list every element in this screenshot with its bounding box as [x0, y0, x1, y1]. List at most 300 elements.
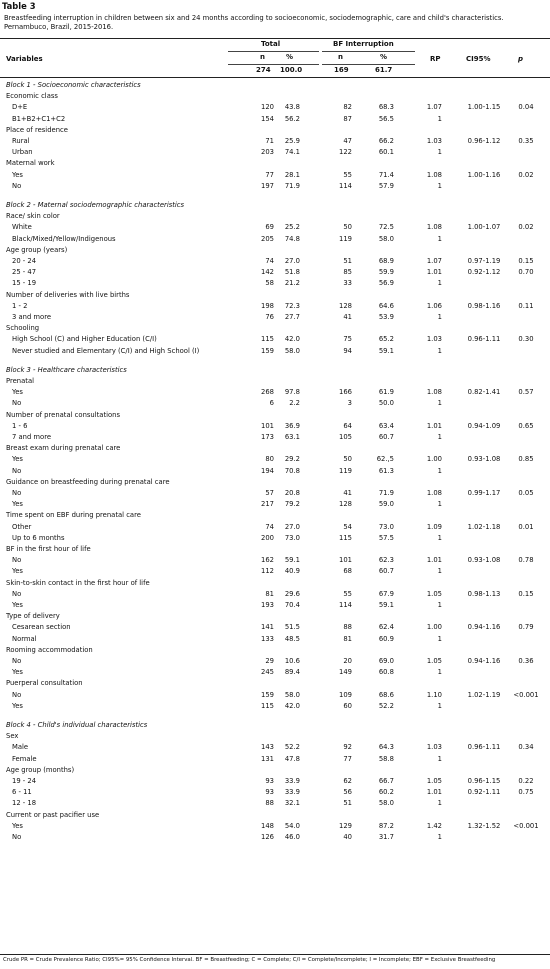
category-label: Never studied and Elementary (C/I) and High School (I): [12, 346, 200, 355]
variable-name: Age group (months): [6, 765, 75, 774]
cell-n: 143: [261, 743, 274, 752]
cell-rp: 1: [437, 148, 442, 157]
cell-n: 268: [261, 388, 274, 397]
cell-pct: 42.0: [284, 335, 300, 344]
cell-p: 0.01: [518, 522, 534, 531]
cell-bn: 92: [343, 743, 352, 752]
cell-ci: 1.32-1.52: [467, 821, 501, 830]
header-pct-bf: %: [380, 53, 388, 61]
table-row: [0, 398, 550, 409]
cell-bpct: 62.,5: [376, 455, 394, 464]
cell-pct: 33.9: [284, 777, 300, 785]
cell-ci: 0.94-1.16: [467, 623, 501, 632]
cell-rp: 1: [437, 668, 442, 677]
category-label: Female: [12, 754, 37, 763]
cell-n: 203: [261, 148, 274, 157]
cell-n: 193: [261, 601, 274, 609]
cell-bn: 3: [347, 399, 352, 408]
table-row: [0, 301, 550, 312]
cell-ci: 0.82-1.41: [467, 388, 501, 397]
cell-p: 0.36: [518, 657, 534, 665]
table-row: [0, 256, 550, 267]
cell-bn: 60: [343, 701, 352, 710]
cell-bn: 109: [339, 690, 352, 699]
cell-bn: 51: [343, 257, 352, 265]
category-label: No: [12, 399, 22, 408]
cell-ci: 0.96-1.15: [467, 777, 501, 785]
cell-ci: 0.92-1.11: [467, 788, 501, 797]
variable-group-row: [0, 443, 550, 454]
cell-n: 101: [261, 421, 274, 430]
category-label: Yes: [12, 821, 23, 830]
variable-name: Number of deliveries with live births: [6, 290, 130, 299]
category-label: No: [12, 690, 22, 699]
table-row: [0, 798, 550, 809]
cell-rp: 1: [437, 234, 442, 243]
cell-pct: 58.0: [284, 346, 300, 355]
cell-n: 112: [261, 567, 274, 576]
cell-rp: 1: [437, 399, 442, 408]
block-heading: [0, 200, 550, 211]
cell-pct: 25.2: [284, 223, 300, 232]
table-footnote: Crude PR = Crude Prevalence Ratio; CI95%= 95% Confidence Interval. BF = Breastfeeding; C = Complete; C/I = Complete/Incomplete; I = Incomplete; EBF = Exclusive Breastfeeding: [3, 957, 496, 963]
cell-n: 133: [261, 634, 274, 643]
category-label: No: [12, 181, 22, 190]
table-row: [0, 170, 550, 181]
header-n-bf: n: [338, 53, 343, 61]
variable-name: BF in the first hour of life: [6, 545, 91, 553]
cell-bpct: 52.2: [378, 701, 394, 710]
category-label: High School (C) and Higher Education (C/I): [12, 335, 157, 344]
cell-n: 69: [265, 223, 274, 232]
cell-rp: 1.07: [426, 257, 442, 265]
variable-name: Type of delivery: [6, 612, 60, 621]
variable-name: Number of prenatal consultations: [6, 410, 121, 419]
cell-p: 0.34: [518, 743, 534, 752]
variable-name: Prenatal: [6, 377, 34, 385]
table-caption: Breastfeeding interruption in children between six and 24 months according to socioeconomic, sociodemographic, care and child's characteristics. Pernambuco, Brazil, 2015-2016.: [4, 14, 504, 31]
cell-bpct: 58.0: [378, 799, 394, 808]
cell-p: 0.57: [518, 388, 534, 397]
category-label: 1 - 6: [12, 421, 28, 430]
cell-rp: 1.42: [426, 821, 442, 830]
cell-rp: 1: [437, 799, 442, 808]
table-row: [0, 421, 550, 432]
cell-p: 0.35: [518, 137, 534, 145]
table-row: [0, 334, 550, 345]
cell-rp: 1.05: [426, 657, 442, 665]
cell-ci: 0.98-1.13: [467, 589, 501, 598]
category-label: 7 and more: [12, 433, 52, 441]
variable-group-row: [0, 410, 550, 421]
cell-bpct: 63.4: [378, 421, 394, 430]
table-row: [0, 832, 550, 843]
cell-bpct: 68.6: [378, 690, 394, 699]
cell-rp: 1.00: [426, 455, 442, 464]
cell-n: 205: [261, 234, 274, 243]
cell-bn: 56: [343, 788, 352, 797]
table-row: [0, 555, 550, 566]
variable-name: Race/ skin color: [6, 212, 60, 221]
cell-rp: 1.08: [426, 489, 442, 497]
cell-bn: 122: [339, 148, 352, 157]
variable-name: Breast exam during prenatal care: [6, 444, 121, 453]
table-row: [0, 667, 550, 678]
variable-group-row: [0, 158, 550, 169]
cell-rp: 1: [437, 701, 442, 710]
header-p: p: [518, 55, 524, 63]
cell-bpct: 65.2: [378, 335, 394, 344]
cell-rp: 1.01: [426, 421, 442, 430]
cell-bn: 20: [343, 657, 352, 665]
category-label: Yes: [12, 170, 23, 179]
table-row: [0, 312, 550, 323]
cell-p: 0.30: [518, 335, 534, 344]
cell-rp: 1: [437, 754, 442, 763]
bottom-rule: [0, 954, 550, 955]
cell-pct: 63.1: [284, 433, 300, 441]
block-heading: [0, 80, 550, 91]
cell-ci: 0.96-1.12: [467, 137, 501, 145]
cell-bn: 40: [343, 833, 352, 841]
cell-rp: 1.01: [426, 556, 442, 565]
cell-bpct: 59.0: [378, 500, 394, 509]
block-heading: [0, 365, 550, 376]
cell-rp: 1: [437, 466, 442, 475]
block-heading: [0, 720, 550, 731]
bf-subrule-2: [322, 64, 415, 65]
cell-rp: 1.05: [426, 589, 442, 598]
category-label: 6 - 11: [12, 788, 32, 797]
cell-n: 120: [261, 103, 274, 112]
cell-pct: 97.8: [284, 388, 300, 397]
cell-bpct: 60.8: [378, 668, 394, 677]
cell-n: 162: [261, 556, 274, 565]
cell-p: 0.75: [518, 788, 534, 797]
category-label: Normal: [12, 634, 37, 643]
cell-bpct: 87.2: [378, 821, 394, 830]
cell-bn: 128: [339, 301, 352, 310]
cell-bn: 119: [339, 234, 352, 243]
cell-bpct: 58.8: [378, 754, 394, 763]
table-row: [0, 522, 550, 533]
cell-pct: 73.0: [284, 533, 300, 542]
cell-bn: 51: [343, 799, 352, 808]
cell-ci: 0.92-1.12: [467, 268, 501, 277]
cell-n: 159: [261, 690, 274, 699]
variable-name: Age group (years): [6, 245, 68, 254]
cell-ci: 0.96-1.11: [467, 743, 501, 752]
cell-bn: 47: [343, 137, 352, 145]
cell-pct: 52.2: [284, 743, 300, 752]
cell-bpct: 59.9: [378, 268, 394, 277]
cell-bn: 33: [343, 279, 352, 288]
cell-bpct: 56.9: [378, 279, 394, 288]
cell-rp: 1.00: [426, 623, 442, 632]
total-subrule: [228, 51, 319, 52]
cell-rp: 1.03: [426, 335, 442, 344]
cell-n: 159: [261, 346, 274, 355]
cell-pct: 27.0: [284, 522, 300, 531]
cell-bn: 88: [343, 623, 352, 632]
variable-name: Economic class: [6, 92, 58, 101]
category-label: No: [12, 489, 22, 497]
cell-pct: 32.1: [284, 799, 300, 808]
table-row: [0, 102, 550, 113]
cell-bn: 50: [343, 223, 352, 232]
cell-n: 141: [261, 623, 274, 632]
cell-bpct: 68.9: [378, 257, 394, 265]
table-row: [0, 690, 550, 701]
cell-pct: 2.2: [289, 399, 300, 408]
cell-bn: 68: [343, 567, 352, 576]
bf-pct-value: 61.7: [375, 66, 393, 74]
cell-bn: 119: [339, 466, 352, 475]
cell-bpct: 60.7: [378, 433, 394, 441]
variable-group-row: [0, 645, 550, 656]
table-row: [0, 742, 550, 753]
table-row: [0, 181, 550, 192]
cell-bn: 62: [343, 777, 352, 785]
cell-rp: 1: [437, 833, 442, 841]
category-label: No: [12, 556, 22, 565]
variable-name: Time spent on EBF during prenatal care: [6, 511, 141, 520]
bf-n-value: 169: [334, 66, 349, 74]
cell-ci: 0.97-1.19: [467, 257, 501, 265]
header-pct-total: %: [286, 53, 294, 61]
category-label: No: [12, 589, 22, 598]
cell-bn: 115: [339, 533, 352, 542]
cell-pct: 47.8: [284, 754, 300, 763]
cell-n: 148: [261, 821, 274, 830]
variable-group-row: [0, 290, 550, 301]
cell-n: 6: [269, 399, 274, 408]
variable-group-row: [0, 376, 550, 387]
table-row: [0, 488, 550, 499]
cell-n: 217: [261, 500, 274, 509]
cell-rp: 1.10: [426, 690, 442, 699]
variable-name: Maternal work: [6, 159, 55, 168]
variable-name: Current or past pacifier use: [6, 810, 100, 819]
category-label: Black/Mixed/Yellow/Indigenous: [12, 234, 116, 243]
cell-bpct: 59.1: [378, 346, 394, 355]
cell-rp: 1.08: [426, 388, 442, 397]
table-row: [0, 787, 550, 798]
cell-bn: 149: [339, 668, 352, 677]
variable-group-row: [0, 323, 550, 334]
cell-ci: 1.00-1.07: [467, 223, 501, 232]
cell-bn: 75: [343, 335, 352, 344]
table-row: [0, 776, 550, 787]
table-row: [0, 533, 550, 544]
table-row: [0, 136, 550, 147]
cell-pct: 20.8: [284, 489, 300, 497]
category-label: Urban: [12, 148, 33, 157]
table-row: [0, 589, 550, 600]
cell-ci: 1.02-1.19: [467, 690, 501, 699]
cell-pct: 10.6: [284, 657, 300, 665]
variable-name: Guidance on breastfeeding during prenatal care: [6, 477, 170, 486]
bf-subrule: [322, 51, 415, 52]
cell-p: 0.85: [518, 455, 534, 464]
variable-name: Puerperal consultation: [6, 679, 83, 688]
cell-ci: 0.99-1.17: [467, 489, 501, 497]
cell-n: 142: [261, 268, 274, 277]
cell-p: 0.15: [518, 589, 534, 598]
table-row: [0, 222, 550, 233]
category-label: 20 - 24: [12, 257, 37, 265]
cell-bpct: 53.9: [378, 313, 394, 321]
cell-p: 0.15: [518, 257, 534, 265]
cell-n: 115: [261, 701, 274, 710]
cell-pct: 72.3: [284, 301, 300, 310]
category-label: Yes: [12, 500, 23, 509]
cell-pct: 43.8: [284, 103, 300, 112]
cell-bpct: 61.3: [378, 466, 394, 475]
table-label: Table 3: [2, 1, 36, 11]
cell-ci: 0.93-1.08: [467, 556, 501, 565]
cell-rp: 1.08: [426, 223, 442, 232]
category-label: White: [12, 223, 32, 232]
cell-bpct: 68.3: [378, 103, 394, 112]
table-row: [0, 454, 550, 465]
cell-bpct: 66.7: [378, 777, 394, 785]
category-label: Yes: [12, 455, 23, 464]
cell-bn: 41: [343, 489, 352, 497]
cell-bpct: 56.5: [378, 114, 394, 123]
cell-bpct: 60.9: [378, 634, 394, 643]
top-rule: [0, 38, 550, 39]
cell-ci: 1.00-1.15: [467, 103, 501, 112]
cell-rp: 1: [437, 313, 442, 321]
cell-p: <0.001: [513, 821, 539, 830]
cell-n: 74: [265, 522, 274, 531]
cell-rp: 1.08: [426, 170, 442, 179]
block-title: Block 2 - Maternal sociodemographic characteristics: [6, 201, 185, 209]
header-bottom-rule: [0, 77, 550, 78]
cell-n: 245: [261, 668, 274, 677]
cell-n: 200: [261, 533, 274, 542]
cell-bpct: 61.9: [378, 388, 394, 397]
total-pct-value: 100.0: [280, 66, 303, 74]
cell-bpct: 72.5: [378, 223, 394, 232]
variable-group-row: [0, 211, 550, 222]
cell-bpct: 69.0: [378, 657, 394, 665]
cell-rp: 1: [437, 279, 442, 288]
cell-n: 57: [265, 489, 274, 497]
cell-bpct: 66.2: [378, 137, 394, 145]
category-label: 3 and more: [12, 313, 52, 321]
header-total: Total: [261, 40, 281, 48]
variable-group-row: [0, 731, 550, 742]
cell-pct: 70.4: [284, 601, 300, 609]
cell-bn: 94: [343, 346, 352, 355]
cell-n: 126: [261, 833, 274, 841]
cell-rp: 1.06: [426, 301, 442, 310]
cell-rp: 1.05: [426, 777, 442, 785]
variable-group-row: [0, 765, 550, 776]
cell-bn: 166: [339, 388, 352, 397]
cell-n: 197: [261, 181, 274, 190]
cell-bn: 55: [343, 589, 352, 598]
cell-pct: 58.0: [284, 690, 300, 699]
cell-n: 115: [261, 335, 274, 344]
cell-pct: 79.2: [284, 500, 300, 509]
cell-n: 81: [265, 589, 274, 598]
cell-p: <0.001: [513, 690, 539, 699]
cell-rp: 1: [437, 601, 442, 609]
category-label: Yes: [12, 601, 23, 609]
category-label: Other: [12, 522, 32, 531]
cell-ci: 0.94-1.09: [467, 421, 501, 430]
variable-group-row: [0, 477, 550, 488]
table-row: [0, 432, 550, 443]
category-label: No: [12, 657, 22, 665]
cell-n: 58: [265, 279, 274, 288]
cell-bn: 105: [339, 433, 352, 441]
cell-n: 80: [265, 455, 274, 464]
category-label: Male: [12, 743, 29, 752]
cell-n: 29: [265, 657, 274, 665]
category-label: Cesarean section: [12, 623, 71, 632]
cell-p: 0.78: [518, 556, 534, 565]
cell-bpct: 64.3: [378, 743, 394, 752]
cell-pct: 74.1: [284, 148, 300, 157]
cell-p: 0.11: [518, 301, 534, 310]
category-label: 25 - 47: [12, 268, 37, 277]
category-label: 1 - 2: [12, 301, 28, 310]
table-row: [0, 387, 550, 398]
cell-n: 71: [265, 137, 274, 145]
cell-n: 194: [261, 466, 274, 475]
cell-n: 77: [265, 170, 274, 179]
cell-bpct: 59.1: [378, 601, 394, 609]
cell-rp: 1: [437, 533, 442, 542]
cell-bpct: 62.4: [378, 623, 394, 632]
cell-n: 154: [261, 114, 274, 123]
category-label: Yes: [12, 567, 23, 576]
cell-bpct: 57.5: [378, 533, 394, 542]
cell-rp: 1: [437, 114, 442, 123]
cell-pct: 71.9: [284, 181, 300, 190]
table-row: [0, 821, 550, 832]
variable-name: Place of residence: [6, 125, 68, 134]
cell-bn: 55: [343, 170, 352, 179]
cell-bpct: 60.1: [378, 148, 394, 157]
cell-ci: 1.02-1.18: [467, 522, 501, 531]
category-label: Yes: [12, 388, 23, 397]
cell-n: 93: [265, 788, 274, 797]
cell-pct: 54.0: [284, 821, 300, 830]
cell-rp: 1: [437, 567, 442, 576]
cell-pct: 42.0: [284, 701, 300, 710]
table-row: [0, 114, 550, 125]
variable-group-row: [0, 611, 550, 622]
table-row: [0, 278, 550, 289]
cell-rp: 1: [437, 500, 442, 509]
category-label: D+E: [12, 103, 28, 112]
cell-rp: 1: [437, 346, 442, 355]
category-label: 19 - 24: [12, 777, 37, 785]
cell-bn: 50: [343, 455, 352, 464]
cell-bn: 128: [339, 500, 352, 509]
table-row: [0, 234, 550, 245]
variable-name: Rooming accommodation: [6, 645, 93, 654]
table-row: [0, 566, 550, 577]
cell-bpct: 60.2: [378, 788, 394, 797]
cell-pct: 36.9: [284, 421, 300, 430]
cell-bpct: 71.4: [378, 170, 394, 179]
